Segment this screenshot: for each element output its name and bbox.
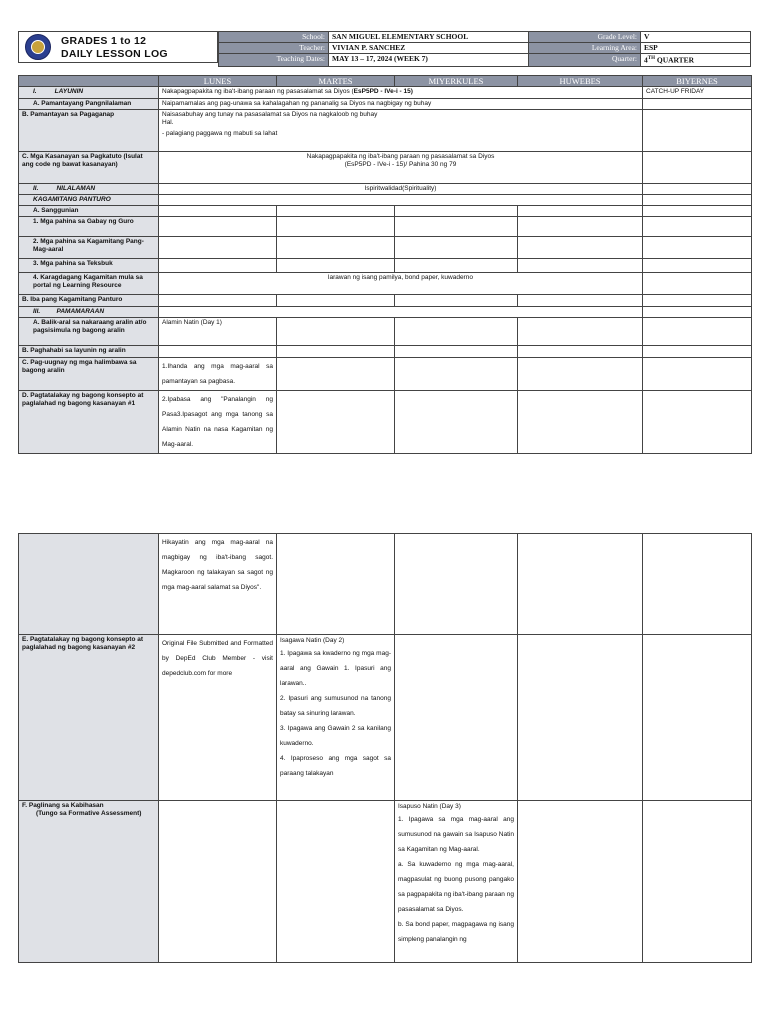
row-iba-pang-label: B. Iba pang Kagamitang Panturo bbox=[19, 295, 159, 307]
lesson-log-table-page1 bbox=[18, 75, 752, 454]
row-kasanayan-label: C. Mga Kasanayan sa Pagkatuto (Isulat ang code ng bawat kasanayan) bbox=[19, 152, 159, 184]
row-pamantayang-pangnilalaman-label: A. Pamantayang Pangnilalaman bbox=[19, 99, 159, 110]
row-pamantayang-pangnilalaman-text: Naipamamalas ang pag-unawa sa kahalagahan ng pananalig sa Diyos na nagbigay ng buhay bbox=[159, 99, 643, 110]
lesson-log-table-page2 bbox=[18, 533, 752, 963]
day-header-wed: MIYERKULES bbox=[395, 76, 518, 87]
row-balik-aral-label: A. Balik-aral sa nakaraang aralin at/o pagsisimula ng bagong aralin bbox=[19, 318, 159, 346]
grade-value: V bbox=[641, 32, 751, 43]
row-karagdagang-label: 4. Karagdagang Kagamitan mula sa portal ng Learning Resource bbox=[19, 273, 159, 295]
quarter-value: 4TH QUARTER bbox=[641, 54, 751, 67]
row-nilalaman-text: Ispiritwalidad(Spirituality) bbox=[159, 184, 643, 195]
row-pamantayan-pagganap-text: Naisasabuhay ang tunay na pasasalamat sa Diyos na nagkaloob ng buhay Hal. - palagiang paggawa ng mabuti sa lahat bbox=[159, 110, 643, 152]
day-header-mon: LUNES bbox=[159, 76, 277, 87]
header-title-box bbox=[18, 31, 218, 63]
day-header-fri: BIYERNES bbox=[643, 76, 752, 87]
cell-empty bbox=[159, 195, 643, 206]
row-layunin-label: I. LAYUNIN bbox=[19, 87, 159, 99]
cell-empty bbox=[643, 273, 752, 295]
row-kagamitan-label: KAGAMITANG PANTURO bbox=[19, 195, 159, 206]
row-karagdagang-text: larawan ng isang pamilya, bond paper, kuwaderno bbox=[159, 273, 643, 295]
header-info-table bbox=[218, 31, 751, 67]
row-continued-label bbox=[19, 534, 159, 635]
row-paghahabi-label: B. Paghahabi sa layunin ng aralin bbox=[19, 346, 159, 358]
cell-empty bbox=[643, 195, 752, 206]
row-pag-uugnay-mon: 1.Ihanda ang mga mag-aaral sa pamantayan sa pagbasa. bbox=[159, 358, 277, 391]
row-paglinang-label: F. Paglinang sa Kabihasan (Tungo sa Formative Assessment) bbox=[19, 801, 159, 963]
day-header-thu: HUWEBES bbox=[518, 76, 643, 87]
teacher-label: Teacher: bbox=[219, 43, 329, 54]
row-nilalaman-label: II. NILALAMAN bbox=[19, 184, 159, 195]
cell-empty bbox=[643, 184, 752, 195]
row-pagtatalakay2-label: E. Pagtatalakay ng bagong konsepto at paglalahad ng bagong kasanayan #2 bbox=[19, 635, 159, 801]
document-title bbox=[61, 35, 168, 61]
area-label: Learning Area: bbox=[529, 43, 641, 54]
quarter-label: Quarter: bbox=[529, 54, 641, 67]
row-pagtatalakay2-tue: Isagawa Natin (Day 2) 1. Ipagawa sa kwaderno ng mga mag-aaral ang Gawain 1. Ipasuri ang larawan.. 2. Ipasuri ang sumusunod na tanong batay sa sinuring larawan. 3. Ipagawa ang Gawain 2 sa kanilang kuwaderno. 4. Ipaproseso ang mga sagot sa paraang talakayan bbox=[277, 635, 395, 801]
row-pagtatalakay2-mon: Original File Submitted and Formatted by DepEd Club Member - visit depedclub.com for more bbox=[159, 635, 277, 801]
row-layunin-text: Nakapagpapakita ng iba't-ibang paraan ng pasasalamat sa Diyos (EsP5PD - IVe-i - 15) bbox=[159, 87, 643, 99]
area-value: ESP bbox=[641, 43, 751, 54]
corner-cell bbox=[19, 76, 159, 87]
row-continued-mon: Hikayatin ang mga mag-aaral na magbigay ng iba't-ibang sagot. Magkaroon ng talakayan sa sagot ng mga mag-aaral salamat sa Diyos". bbox=[159, 534, 277, 635]
dates-value: MAY 13 – 17, 2024 (WEEK 7) bbox=[329, 54, 529, 67]
teacher-value: VIVIAN P. SANCHEZ bbox=[329, 43, 529, 54]
title-line1: GRADES 1 to 12 bbox=[61, 35, 147, 47]
school-label: School: bbox=[219, 32, 329, 43]
deped-seal-icon bbox=[25, 34, 51, 60]
cell-empty bbox=[643, 99, 752, 110]
grade-label: Grade Level: bbox=[529, 32, 641, 43]
row-paglinang-wed: Isapuso Natin (Day 3) 1. Ipagawa sa mga mag-aaral ang sumusunod na gawain sa Isapuso Natin sa Kagamitan ng Mag-aaral. a. Sa kuwaderno ng mga mag-aaral, magpasulat ng buong pusong pangako sa pagpapakita ng iba't-ibang paraan ng pasasalamat sa Diyos. b. Sa bond paper, magpagawa ng isang simpleng panalangin ng bbox=[395, 801, 518, 963]
cell-empty bbox=[643, 152, 752, 184]
dates-label: Teaching Dates: bbox=[219, 54, 329, 67]
row-gabay-label: 1. Mga pahina sa Gabay ng Guro bbox=[19, 217, 159, 237]
row-sanggunian-label: A. Sanggunian bbox=[19, 206, 159, 217]
row-pag-uugnay-label: C. Pag-uugnay ng mga halimbawa sa bagong aralin bbox=[19, 358, 159, 391]
row-pagtatalakay1-label: D. Pagtatalakay ng bagong konsepto at paglalahad ng bagong kasanayan #1 bbox=[19, 391, 159, 454]
title-line2: DAILY LESSON LOG bbox=[61, 48, 168, 60]
row-pagtatalakay1-mon: 2.Ipabasa ang "Panalangin ng Pasa3.Ipasagot ang mga tanong sa Alamin Natin na nasa Kagamitan ng Mag-aaral. bbox=[159, 391, 277, 454]
row-layunin-friday: CATCH-UP FRIDAY bbox=[643, 87, 752, 99]
row-pamamaraan-label: III. PAMAMARAAN bbox=[19, 307, 159, 318]
row-kagamitan-mag-aaral-label: 2. Mga pahina sa Kagamitang Pang-Mag-aaral bbox=[19, 237, 159, 259]
row-kasanayan-text: Nakapagpapakita ng iba't-ibang paraan ng pasasalamat sa Diyos (EsP5PD - IVe-i - 15)/ Pahina 30 ng 79 bbox=[159, 152, 643, 184]
school-value: SAN MIGUEL ELEMENTARY SCHOOL bbox=[329, 32, 529, 43]
row-teksbuk-label: 3. Mga pahina sa Teksbuk bbox=[19, 259, 159, 273]
row-balik-aral-mon: Alamin Natin (Day 1) bbox=[159, 318, 277, 346]
row-pamantayan-pagganap-label: B. Pamantayan sa Pagaganap bbox=[19, 110, 159, 152]
day-header-tue: MARTES bbox=[277, 76, 395, 87]
cell-empty bbox=[643, 110, 752, 152]
